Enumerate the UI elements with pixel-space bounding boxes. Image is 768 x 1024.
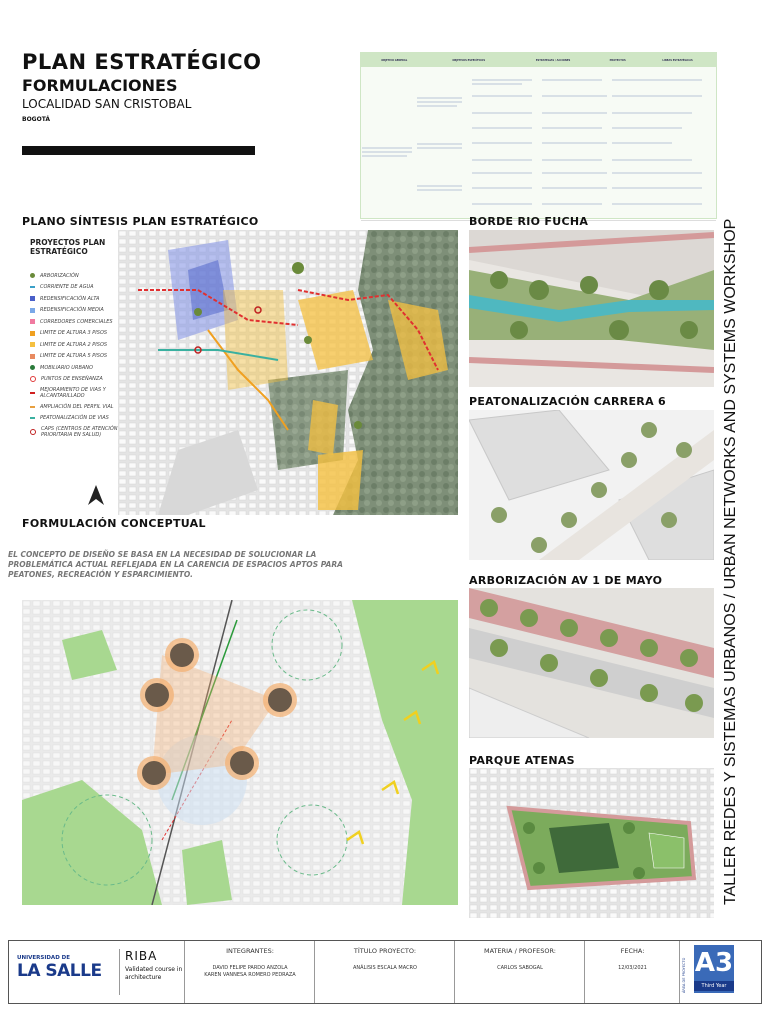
legend-label: LIMITE DE ALTURA 2 PISOS: [40, 341, 108, 348]
legend-item: [30, 293, 130, 305]
legend-label: AMPLIACIÓN DEL PERFIL VIAL: [40, 403, 114, 410]
profesor-value: CARLOS SABOGAL: [497, 965, 543, 971]
sheet-badge: [694, 945, 734, 993]
legend-swatch: [30, 342, 35, 347]
fecha-label: FECHA:: [620, 947, 645, 955]
synthesis-map: [118, 230, 458, 515]
parque-heading: PARQUE ATENAS: [469, 754, 575, 767]
peatonalizacion-heading: PEATONALIZACIÓN CARRERA 6: [469, 395, 666, 408]
legend-label: CORRIENTE DE AGUA: [40, 284, 94, 291]
legend-swatch: [30, 331, 35, 336]
title-block-footer: [8, 940, 762, 1004]
legend-swatch: [30, 354, 35, 359]
table-header: OBJETIVO GENERAL: [361, 53, 428, 67]
table-header: LINEAS ESTRATÉGICAS: [639, 53, 716, 67]
table-header: ESTRATEGIAS / ACCIONES: [510, 53, 596, 67]
integrantes-list: [185, 965, 315, 979]
concept-map: [22, 600, 458, 905]
table-header: PROYECTOS: [596, 53, 639, 67]
legend-label: PUNTOS DE ENSEÑANZA: [41, 376, 103, 383]
city-label: BOGOTÁ: [22, 116, 50, 123]
borde-render-drawing: [469, 230, 714, 387]
integrantes-cell: [184, 941, 315, 1003]
legend-swatch: [30, 376, 36, 382]
sheet-cell: [679, 941, 762, 1003]
legend-label: LIMITE DE ALTURA 5 PISOS: [40, 353, 108, 360]
legend-item: [30, 413, 130, 425]
locality-label: LOCALIDAD SAN CRISTOBAL: [22, 97, 192, 111]
legend-title: PROYECTOS PLAN ESTRATÉGICO: [30, 238, 106, 256]
table-body-lines: [362, 68, 715, 218]
legend-swatch: [30, 308, 35, 313]
legend-label: REDENSIFICACIÓN MEDIA: [40, 307, 104, 314]
sheet-size: A3: [694, 948, 734, 978]
legend-item: [30, 305, 130, 317]
riba-label: RIBA: [125, 949, 158, 963]
legend-label: MOBILIARIO URBANO: [40, 364, 93, 371]
area-label: ÁREA DE PROYECTO: [682, 957, 686, 993]
legend-item: [30, 351, 130, 363]
titulo-label: TÍTULO PROYECTO:: [353, 947, 417, 955]
legend-item: [30, 362, 130, 374]
legend-label: REDENSIFICACIÓN ALTA: [40, 295, 100, 302]
legend-item: [30, 282, 130, 294]
year-label: Third Year: [694, 981, 734, 991]
legend-item: [30, 339, 130, 351]
university-name: LA SALLE: [17, 961, 102, 981]
workshop-vertical-title: TALLER REDES Y SISTEMAS URBANOS / URBAN NETWORKS AND SYSTEMS WORKSHOP: [722, 218, 739, 905]
page-title: PLAN ESTRATÉGICO: [22, 50, 262, 74]
legend-item: [30, 316, 130, 328]
legend-swatch: [30, 273, 35, 278]
concept-description: EL CONCEPTO DE DISEÑO SE BASA EN LA NECESIDAD DE SOLUCIONAR LA PROBLEMÁTICA ACTUAL REFLEJADA EN LA CARENCIA DE ESPACIOS APTOS PARA PEATONES, RECREACIÓN Y ESPARCIMIENTO.: [8, 550, 343, 579]
integrante-name: KAREN VANNESA ROMERO PEDRAZA: [204, 972, 296, 978]
legend-swatch: [30, 417, 35, 419]
title-divider: [22, 146, 255, 155]
plan-synthesis-heading: PLANO SÍNTESIS PLAN ESTRATÉGICO: [22, 215, 259, 228]
fecha-value: 12/03/2021: [618, 965, 647, 971]
legend-swatch: [30, 429, 36, 435]
concept-map-drawing: [22, 600, 458, 905]
legend-item: [30, 424, 130, 440]
legend-swatch: [30, 406, 35, 408]
concept-heading: FORMULACIÓN CONCEPTUAL: [22, 517, 206, 530]
titulo-cell: [314, 941, 455, 1003]
materia-cell: [454, 941, 585, 1003]
legend-item: [30, 374, 130, 386]
legend-swatch: [30, 296, 35, 301]
table-header: OBJETIVOS ESPECÍFICOS: [428, 53, 510, 67]
integrantes-label: INTEGRANTES:: [226, 947, 274, 955]
legend-label: CORREDORES COMERCIALES: [40, 318, 113, 325]
synthesis-map-drawing: [118, 230, 458, 515]
university-top-label: UNIVERSIDAD DE: [17, 955, 70, 961]
materia-label: MATERIA / PROFESOR:: [484, 947, 556, 955]
legend-label: MEJORAMIENTO DE VIAS Y ALCANTARILLADO: [40, 387, 106, 399]
riba-sub-label: Validated course in architecture: [125, 966, 183, 981]
legend-swatch: [30, 319, 35, 324]
titulo-value: ANÁLISIS ESCALA MACRO: [353, 965, 417, 971]
legend-item: [30, 270, 130, 282]
legend: [30, 270, 130, 440]
legend-label: PEATONALIZACIÓN DE VIAS: [40, 415, 109, 422]
legend-item: [30, 401, 130, 413]
strategy-table: [360, 52, 717, 219]
parque-atenas-render: [469, 768, 714, 918]
legend-item: [30, 328, 130, 340]
arborizacion-render: [469, 588, 714, 738]
page-subtitle: FORMULACIONES: [22, 76, 178, 95]
arborizacion-heading: ARBORIZACIÓN AV 1 DE MAYO: [469, 574, 663, 587]
peatonalizacion-render: [469, 410, 714, 560]
legend-swatch: [30, 286, 35, 288]
fecha-cell: [584, 941, 680, 1003]
arborizacion-render-drawing: [469, 588, 714, 738]
parque-render-drawing: [469, 768, 714, 918]
legend-label: LIMITE DE ALTURA 3 PISOS: [40, 330, 108, 337]
legend-label: CAPS (CENTROS DE ATENCIÓN PRIORITARIA EN SALUD): [41, 426, 118, 438]
legend-label: ARBORIZACIÓN: [40, 272, 79, 279]
integrante-name: DAVID FELIPE PARDO ANZOLA: [212, 965, 288, 971]
peatonalizacion-render-drawing: [469, 410, 714, 560]
legend-item: [30, 385, 130, 401]
borde-rio-fucha-render: [469, 230, 714, 387]
legend-swatch: [30, 365, 35, 370]
north-arrow-icon: [88, 485, 104, 505]
university-logo: [17, 955, 112, 981]
legend-swatch: [30, 392, 35, 394]
borde-heading: BORDE RIO FUCHA: [469, 215, 589, 228]
